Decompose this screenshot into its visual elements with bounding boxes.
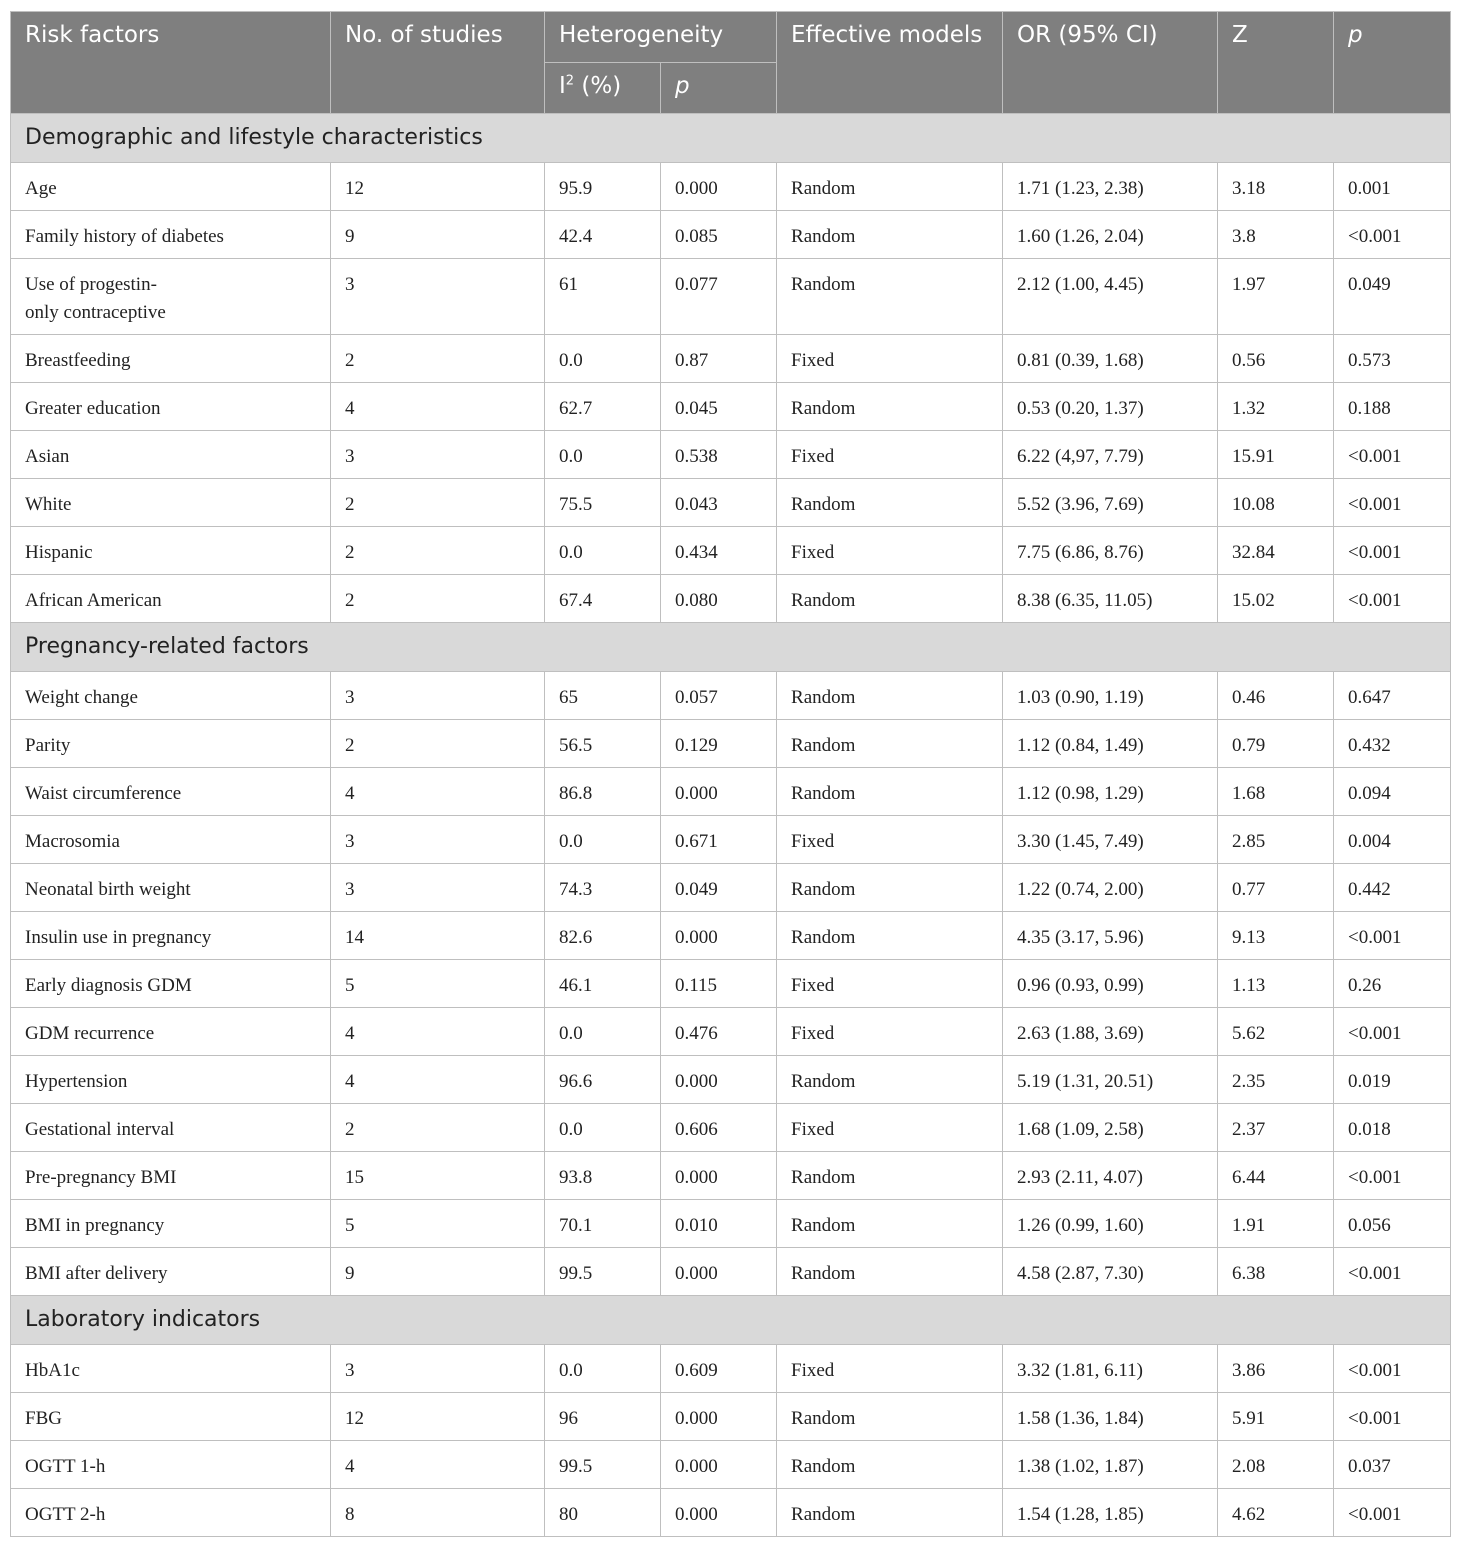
i2-cell: 96.6 <box>545 1056 661 1104</box>
risk-factor-cell: OGTT 1-h <box>11 1441 331 1489</box>
het-p-cell: 0.057 <box>661 672 777 720</box>
or-cell: 1.22 (0.74, 2.00) <box>1003 864 1218 912</box>
model-cell: Random <box>777 768 1003 816</box>
het-p-cell: 0.609 <box>661 1345 777 1393</box>
table-row <box>11 1345 1451 1393</box>
p-cell: <0.001 <box>1334 1248 1451 1296</box>
het-p-cell: 0.000 <box>661 1152 777 1200</box>
table-row <box>11 1441 1451 1489</box>
risk-factor-cell: BMI after delivery <box>11 1248 331 1296</box>
model-cell: Random <box>777 479 1003 527</box>
header-het-p: p <box>661 63 777 114</box>
z-cell: 5.62 <box>1218 1008 1334 1056</box>
i2-cell: 99.5 <box>545 1248 661 1296</box>
i2-cell: 0.0 <box>545 431 661 479</box>
studies-cell: 5 <box>331 960 545 1008</box>
studies-cell: 3 <box>331 259 545 335</box>
table-row <box>11 211 1451 259</box>
studies-cell: 3 <box>331 672 545 720</box>
p-cell: 0.647 <box>1334 672 1451 720</box>
model-cell: Random <box>777 383 1003 431</box>
table-body <box>11 114 1451 1537</box>
table-row <box>11 1393 1451 1441</box>
i2-cell: 56.5 <box>545 720 661 768</box>
or-cell: 1.60 (1.26, 2.04) <box>1003 211 1218 259</box>
or-cell: 0.53 (0.20, 1.37) <box>1003 383 1218 431</box>
i2-cell: 74.3 <box>545 864 661 912</box>
i2-cell: 82.6 <box>545 912 661 960</box>
risk-factor-cell: White <box>11 479 331 527</box>
studies-cell: 4 <box>331 768 545 816</box>
p-cell: <0.001 <box>1334 912 1451 960</box>
model-cell: Random <box>777 1200 1003 1248</box>
section-title: Pregnancy-related factors <box>11 623 1451 672</box>
studies-cell: 3 <box>331 816 545 864</box>
risk-factor-cell: GDM recurrence <box>11 1008 331 1056</box>
studies-cell: 2 <box>331 335 545 383</box>
section-header-row <box>11 1296 1451 1345</box>
risk-factor-cell: Greater education <box>11 383 331 431</box>
model-cell: Random <box>777 259 1003 335</box>
risk-factor-cell: HbA1c <box>11 1345 331 1393</box>
p-cell: <0.001 <box>1334 479 1451 527</box>
or-cell: 3.32 (1.81, 6.11) <box>1003 1345 1218 1393</box>
i2-cell: 95.9 <box>545 163 661 211</box>
table-row <box>11 816 1451 864</box>
studies-cell: 2 <box>331 1104 545 1152</box>
z-cell: 6.44 <box>1218 1152 1334 1200</box>
p-cell: <0.001 <box>1334 1152 1451 1200</box>
or-cell: 1.68 (1.09, 2.58) <box>1003 1104 1218 1152</box>
p-cell: 0.019 <box>1334 1056 1451 1104</box>
model-cell: Fixed <box>777 1345 1003 1393</box>
p-cell: 0.004 <box>1334 816 1451 864</box>
het-p-cell: 0.87 <box>661 335 777 383</box>
model-cell: Fixed <box>777 335 1003 383</box>
or-cell: 4.35 (3.17, 5.96) <box>1003 912 1218 960</box>
or-cell: 1.12 (0.84, 1.49) <box>1003 720 1218 768</box>
z-cell: 0.79 <box>1218 720 1334 768</box>
studies-cell: 15 <box>331 1152 545 1200</box>
risk-factor-cell: Neonatal birth weight <box>11 864 331 912</box>
risk-factor-cell: FBG <box>11 1393 331 1441</box>
z-cell: 5.91 <box>1218 1393 1334 1441</box>
het-p-cell: 0.043 <box>661 479 777 527</box>
model-cell: Fixed <box>777 816 1003 864</box>
header-risk-factors: Risk factors <box>11 12 331 114</box>
p-cell: <0.001 <box>1334 1008 1451 1056</box>
model-cell: Random <box>777 864 1003 912</box>
or-cell: 1.54 (1.28, 1.85) <box>1003 1489 1218 1537</box>
studies-cell: 5 <box>331 1200 545 1248</box>
z-cell: 2.35 <box>1218 1056 1334 1104</box>
z-cell: 10.08 <box>1218 479 1334 527</box>
z-cell: 2.08 <box>1218 1441 1334 1489</box>
studies-cell: 2 <box>331 479 545 527</box>
model-cell: Random <box>777 1248 1003 1296</box>
model-cell: Fixed <box>777 1104 1003 1152</box>
header-i2-base: I <box>559 73 566 99</box>
z-cell: 32.84 <box>1218 527 1334 575</box>
het-p-cell: 0.000 <box>661 912 777 960</box>
table-row <box>11 575 1451 623</box>
het-p-cell: 0.000 <box>661 1248 777 1296</box>
het-p-cell: 0.000 <box>661 163 777 211</box>
studies-cell: 4 <box>331 1056 545 1104</box>
studies-cell: 3 <box>331 431 545 479</box>
risk-factor-cell: African American <box>11 575 331 623</box>
i2-cell: 93.8 <box>545 1152 661 1200</box>
i2-cell: 65 <box>545 672 661 720</box>
risk-factor-cell: Early diagnosis GDM <box>11 960 331 1008</box>
p-cell: <0.001 <box>1334 211 1451 259</box>
p-cell: 0.049 <box>1334 259 1451 335</box>
risk-factor-cell: Breastfeeding <box>11 335 331 383</box>
het-p-cell: 0.000 <box>661 1441 777 1489</box>
header-z: Z <box>1218 12 1334 114</box>
table-row <box>11 1200 1451 1248</box>
studies-cell: 9 <box>331 1248 545 1296</box>
table-row <box>11 479 1451 527</box>
p-cell: 0.037 <box>1334 1441 1451 1489</box>
i2-cell: 86.8 <box>545 768 661 816</box>
het-p-cell: 0.476 <box>661 1008 777 1056</box>
p-cell: 0.442 <box>1334 864 1451 912</box>
model-cell: Fixed <box>777 960 1003 1008</box>
i2-cell: 62.7 <box>545 383 661 431</box>
risk-factor-cell: Hypertension <box>11 1056 331 1104</box>
z-cell: 2.85 <box>1218 816 1334 864</box>
z-cell: 3.86 <box>1218 1345 1334 1393</box>
p-cell: <0.001 <box>1334 527 1451 575</box>
risk-factor-cell: Waist circumference <box>11 768 331 816</box>
header-row <box>11 12 1451 63</box>
or-cell: 5.19 (1.31, 20.51) <box>1003 1056 1218 1104</box>
model-cell: Random <box>777 1056 1003 1104</box>
het-p-cell: 0.115 <box>661 960 777 1008</box>
header-effective-models: Effective models <box>777 12 1003 114</box>
studies-cell: 14 <box>331 912 545 960</box>
i2-cell: 80 <box>545 1489 661 1537</box>
p-cell: 0.432 <box>1334 720 1451 768</box>
p-cell: 0.26 <box>1334 960 1451 1008</box>
z-cell: 15.02 <box>1218 575 1334 623</box>
i2-cell: 61 <box>545 259 661 335</box>
table-row <box>11 864 1451 912</box>
z-cell: 0.46 <box>1218 672 1334 720</box>
i2-cell: 0.0 <box>545 527 661 575</box>
table-row <box>11 335 1451 383</box>
risk-factor-line-1: Use of progestin- <box>25 274 157 295</box>
z-cell: 1.13 <box>1218 960 1334 1008</box>
header-or-ci: OR (95% CI) <box>1003 12 1218 114</box>
or-cell: 1.03 (0.90, 1.19) <box>1003 672 1218 720</box>
het-p-cell: 0.000 <box>661 768 777 816</box>
p-cell: 0.094 <box>1334 768 1451 816</box>
model-cell: Random <box>777 672 1003 720</box>
model-cell: Fixed <box>777 527 1003 575</box>
risk-factor-cell: OGTT 2-h <box>11 1489 331 1537</box>
het-p-cell: 0.000 <box>661 1056 777 1104</box>
model-cell: Random <box>777 1393 1003 1441</box>
p-cell: 0.188 <box>1334 383 1451 431</box>
or-cell: 0.81 (0.39, 1.68) <box>1003 335 1218 383</box>
i2-cell: 0.0 <box>545 816 661 864</box>
table-row <box>11 1008 1451 1056</box>
z-cell: 0.77 <box>1218 864 1334 912</box>
table-row <box>11 720 1451 768</box>
or-cell: 5.52 (3.96, 7.69) <box>1003 479 1218 527</box>
p-cell: <0.001 <box>1334 1393 1451 1441</box>
table-row <box>11 1104 1451 1152</box>
or-cell: 1.58 (1.36, 1.84) <box>1003 1393 1218 1441</box>
table-row <box>11 1056 1451 1104</box>
het-p-cell: 0.000 <box>661 1489 777 1537</box>
or-cell: 3.30 (1.45, 7.49) <box>1003 816 1218 864</box>
studies-cell: 4 <box>331 1008 545 1056</box>
header-i2 <box>545 63 661 114</box>
model-cell: Random <box>777 912 1003 960</box>
z-cell: 9.13 <box>1218 912 1334 960</box>
model-cell: Random <box>777 1489 1003 1537</box>
risk-factors-table <box>10 11 1451 1537</box>
risk-factor-cell: Pre-pregnancy BMI <box>11 1152 331 1200</box>
het-p-cell: 0.129 <box>661 720 777 768</box>
p-cell: 0.018 <box>1334 1104 1451 1152</box>
het-p-cell: 0.045 <box>661 383 777 431</box>
z-cell: 2.37 <box>1218 1104 1334 1152</box>
p-cell: <0.001 <box>1334 1345 1451 1393</box>
z-cell: 1.91 <box>1218 1200 1334 1248</box>
studies-cell: 3 <box>331 1345 545 1393</box>
model-cell: Random <box>777 1152 1003 1200</box>
studies-cell: 12 <box>331 163 545 211</box>
table-row <box>11 1489 1451 1537</box>
or-cell: 2.12 (1.00, 4.45) <box>1003 259 1218 335</box>
z-cell: 3.18 <box>1218 163 1334 211</box>
i2-cell: 46.1 <box>545 960 661 1008</box>
i2-cell: 67.4 <box>545 575 661 623</box>
section-header-row <box>11 114 1451 163</box>
het-p-cell: 0.085 <box>661 211 777 259</box>
or-cell: 4.58 (2.87, 7.30) <box>1003 1248 1218 1296</box>
table-row <box>11 431 1451 479</box>
z-cell: 1.32 <box>1218 383 1334 431</box>
model-cell: Random <box>777 720 1003 768</box>
model-cell: Random <box>777 1441 1003 1489</box>
risk-factor-cell: Weight change <box>11 672 331 720</box>
p-cell: <0.001 <box>1334 431 1451 479</box>
risk-factor-cell: Macrosomia <box>11 816 331 864</box>
p-cell: 0.056 <box>1334 1200 1451 1248</box>
het-p-cell: 0.077 <box>661 259 777 335</box>
z-cell: 1.68 <box>1218 768 1334 816</box>
studies-cell: 3 <box>331 864 545 912</box>
i2-cell: 70.1 <box>545 1200 661 1248</box>
studies-cell: 4 <box>331 383 545 431</box>
i2-cell: 0.0 <box>545 1345 661 1393</box>
i2-cell: 42.4 <box>545 211 661 259</box>
i2-cell: 99.5 <box>545 1441 661 1489</box>
studies-cell: 2 <box>331 575 545 623</box>
model-cell: Random <box>777 211 1003 259</box>
i2-cell: 96 <box>545 1393 661 1441</box>
table-row <box>11 1248 1451 1296</box>
or-cell: 1.12 (0.98, 1.29) <box>1003 768 1218 816</box>
p-cell: <0.001 <box>1334 575 1451 623</box>
or-cell: 2.93 (2.11, 4.07) <box>1003 1152 1218 1200</box>
i2-cell: 75.5 <box>545 479 661 527</box>
table-row <box>11 912 1451 960</box>
i2-cell: 0.0 <box>545 1104 661 1152</box>
or-cell: 0.96 (0.93, 0.99) <box>1003 960 1218 1008</box>
table-row <box>11 259 1451 335</box>
z-cell: 4.62 <box>1218 1489 1334 1537</box>
i2-cell: 0.0 <box>545 1008 661 1056</box>
z-cell: 1.97 <box>1218 259 1334 335</box>
het-p-cell: 0.434 <box>661 527 777 575</box>
header-heterogeneity: Heterogeneity <box>545 12 777 63</box>
or-cell: 1.71 (1.23, 2.38) <box>1003 163 1218 211</box>
z-cell: 15.91 <box>1218 431 1334 479</box>
model-cell: Random <box>777 163 1003 211</box>
het-p-cell: 0.080 <box>661 575 777 623</box>
model-cell: Fixed <box>777 431 1003 479</box>
or-cell: 7.75 (6.86, 8.76) <box>1003 527 1218 575</box>
het-p-cell: 0.671 <box>661 816 777 864</box>
het-p-cell: 0.000 <box>661 1393 777 1441</box>
model-cell: Random <box>777 575 1003 623</box>
or-cell: 6.22 (4,97, 7.79) <box>1003 431 1218 479</box>
header-i2-sup: 2 <box>565 73 575 89</box>
or-cell: 2.63 (1.88, 3.69) <box>1003 1008 1218 1056</box>
het-p-cell: 0.010 <box>661 1200 777 1248</box>
studies-cell: 12 <box>331 1393 545 1441</box>
z-cell: 3.8 <box>1218 211 1334 259</box>
risk-factor-cell: Asian <box>11 431 331 479</box>
studies-cell: 2 <box>331 527 545 575</box>
header-i2-unit: (%) <box>574 73 622 99</box>
studies-cell: 8 <box>331 1489 545 1537</box>
table-row <box>11 768 1451 816</box>
risk-factor-cell: Insulin use in pregnancy <box>11 912 331 960</box>
studies-cell: 4 <box>331 1441 545 1489</box>
model-cell: Fixed <box>777 1008 1003 1056</box>
table-row <box>11 163 1451 211</box>
or-cell: 1.26 (0.99, 1.60) <box>1003 1200 1218 1248</box>
header-no-of-studies: No. of studies <box>331 12 545 114</box>
or-cell: 1.38 (1.02, 1.87) <box>1003 1441 1218 1489</box>
risk-factor-cell: Hispanic <box>11 527 331 575</box>
section-header-row <box>11 623 1451 672</box>
i2-cell: 0.0 <box>545 335 661 383</box>
het-p-cell: 0.049 <box>661 864 777 912</box>
risk-factor-line-2: only contraceptive <box>25 302 166 323</box>
table-row <box>11 383 1451 431</box>
het-p-cell: 0.538 <box>661 431 777 479</box>
risk-factor-cell: Gestational interval <box>11 1104 331 1152</box>
studies-cell: 2 <box>331 720 545 768</box>
table-row <box>11 672 1451 720</box>
risk-factor-cell: BMI in pregnancy <box>11 1200 331 1248</box>
section-title: Demographic and lifestyle characteristics <box>11 114 1451 163</box>
studies-cell: 9 <box>331 211 545 259</box>
table-row <box>11 527 1451 575</box>
p-cell: 0.001 <box>1334 163 1451 211</box>
z-cell: 0.56 <box>1218 335 1334 383</box>
p-cell: <0.001 <box>1334 1489 1451 1537</box>
section-title: Laboratory indicators <box>11 1296 1451 1345</box>
risk-factor-cell: Family history of diabetes <box>11 211 331 259</box>
risk-factor-cell: Parity <box>11 720 331 768</box>
header-p: p <box>1334 12 1451 114</box>
risk-factor-cell <box>11 259 331 335</box>
risk-factor-cell: Age <box>11 163 331 211</box>
z-cell: 6.38 <box>1218 1248 1334 1296</box>
p-cell: 0.573 <box>1334 335 1451 383</box>
table-row <box>11 960 1451 1008</box>
or-cell: 8.38 (6.35, 11.05) <box>1003 575 1218 623</box>
het-p-cell: 0.606 <box>661 1104 777 1152</box>
table-row <box>11 1152 1451 1200</box>
